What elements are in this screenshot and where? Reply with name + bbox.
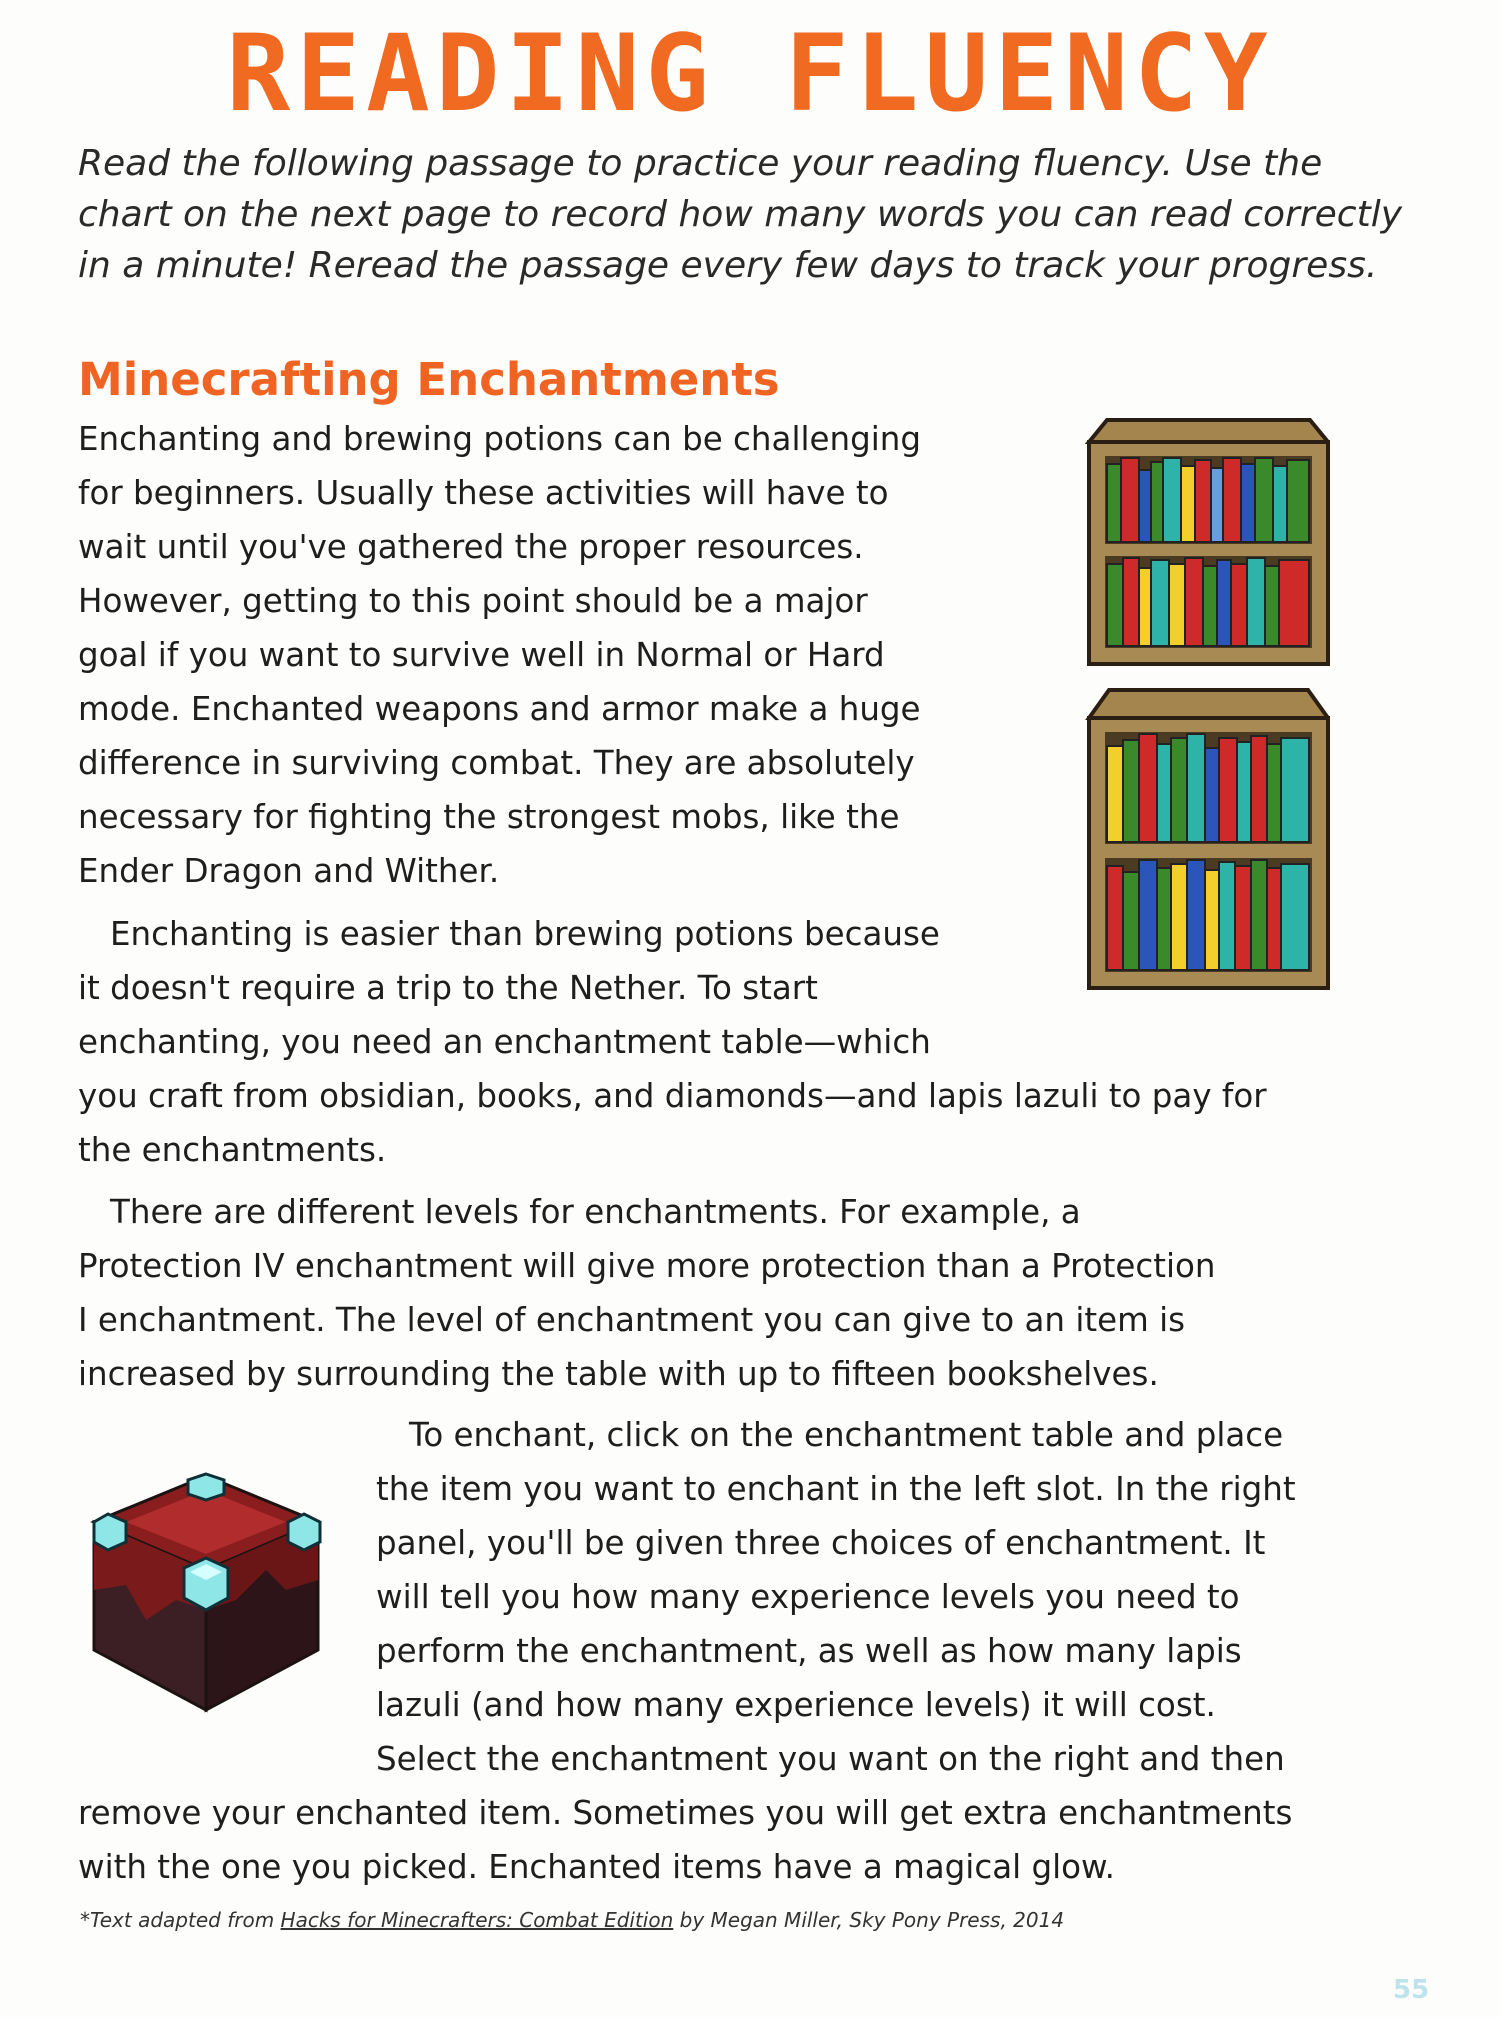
text-line: necessary for fighting the strongest mobs, like the xyxy=(78,798,900,836)
text-line: will tell you how many experience levels you need to xyxy=(376,1578,1240,1616)
page-title: READING FLUENCY xyxy=(226,12,1274,135)
passage-heading: Minecrafting Enchantments xyxy=(78,353,780,406)
footnote-prefix: *Text adapted from xyxy=(80,1908,281,1932)
text-line: the enchantments. xyxy=(78,1131,387,1169)
bookshelf-icon xyxy=(1085,688,1330,993)
text-line: There are different levels for enchantments. For example, a xyxy=(110,1193,1081,1231)
text-line: perform the enchantment, as well as how many lapis xyxy=(376,1632,1242,1670)
text-line: To enchant, click on the enchantment table and place xyxy=(409,1416,1284,1454)
text-line: increased by surrounding the table with up to fifteen bookshelves. xyxy=(78,1355,1159,1393)
intro-instructions xyxy=(78,138,1478,291)
text-line: However, getting to this point should be a major xyxy=(78,582,868,620)
text-line: wait until you've gathered the proper resources. xyxy=(78,528,864,566)
text-line: Select the enchantment you want on the right and then xyxy=(376,1740,1285,1778)
page-number: 55 xyxy=(1393,1975,1430,2005)
text-line: Protection IV enchantment will give more protection than a Protection xyxy=(78,1247,1216,1285)
text-line: Ender Dragon and Wither. xyxy=(78,852,500,890)
text-line: goal if you want to survive well in Normal or Hard xyxy=(78,636,885,674)
footnote-source-title: Hacks for Minecrafters: Combat Edition xyxy=(280,1908,674,1932)
text-line: Enchanting and brewing potions can be challenging xyxy=(78,420,921,458)
intro-line: Read the following passage to practice your reading fluency. Use the xyxy=(78,143,1323,184)
text-line: difference in surviving combat. They are absolutely xyxy=(78,744,915,782)
paragraph-3 xyxy=(78,1185,1215,1401)
text-line: mode. Enchanted weapons and armor make a huge xyxy=(78,690,921,728)
text-line: remove your enchanted item. Sometimes you will get extra enchantments xyxy=(78,1794,1293,1832)
text-line: lazuli (and how many experience levels) it will cost. xyxy=(376,1686,1216,1724)
text-line: with the one you picked. Enchanted items have a magical glow. xyxy=(78,1848,1115,1886)
intro-line: in a minute! Reread the passage every few days to track your progress. xyxy=(78,245,1378,286)
text-line: I enchantment. The level of enchantment you can give to an item is xyxy=(78,1301,1186,1339)
footnote-suffix: by Megan Miller, Sky Pony Press, 2014 xyxy=(673,1908,1065,1932)
enchantment-table-icon xyxy=(86,1470,326,1720)
bookshelf-icon xyxy=(1085,418,1330,668)
source-footnote xyxy=(80,1908,1064,1932)
paragraph-1 xyxy=(78,412,921,898)
intro-line: chart on the next page to record how many words you can read correctly xyxy=(78,194,1403,235)
text-line: Enchanting is easier than brewing potions because xyxy=(110,915,940,953)
text-line: it doesn't require a trip to the Nether. To start xyxy=(78,969,818,1007)
text-line: you craft from obsidian, books, and diamonds—and lapis lazuli to pay for xyxy=(78,1077,1267,1115)
text-line: panel, you'll be given three choices of enchantment. It xyxy=(376,1524,1266,1562)
text-line: for beginners. Usually these activities will have to xyxy=(78,474,889,512)
text-line: the item you want to enchant in the left slot. In the right xyxy=(376,1470,1296,1508)
text-line: enchanting, you need an enchantment table—which xyxy=(78,1023,931,1061)
